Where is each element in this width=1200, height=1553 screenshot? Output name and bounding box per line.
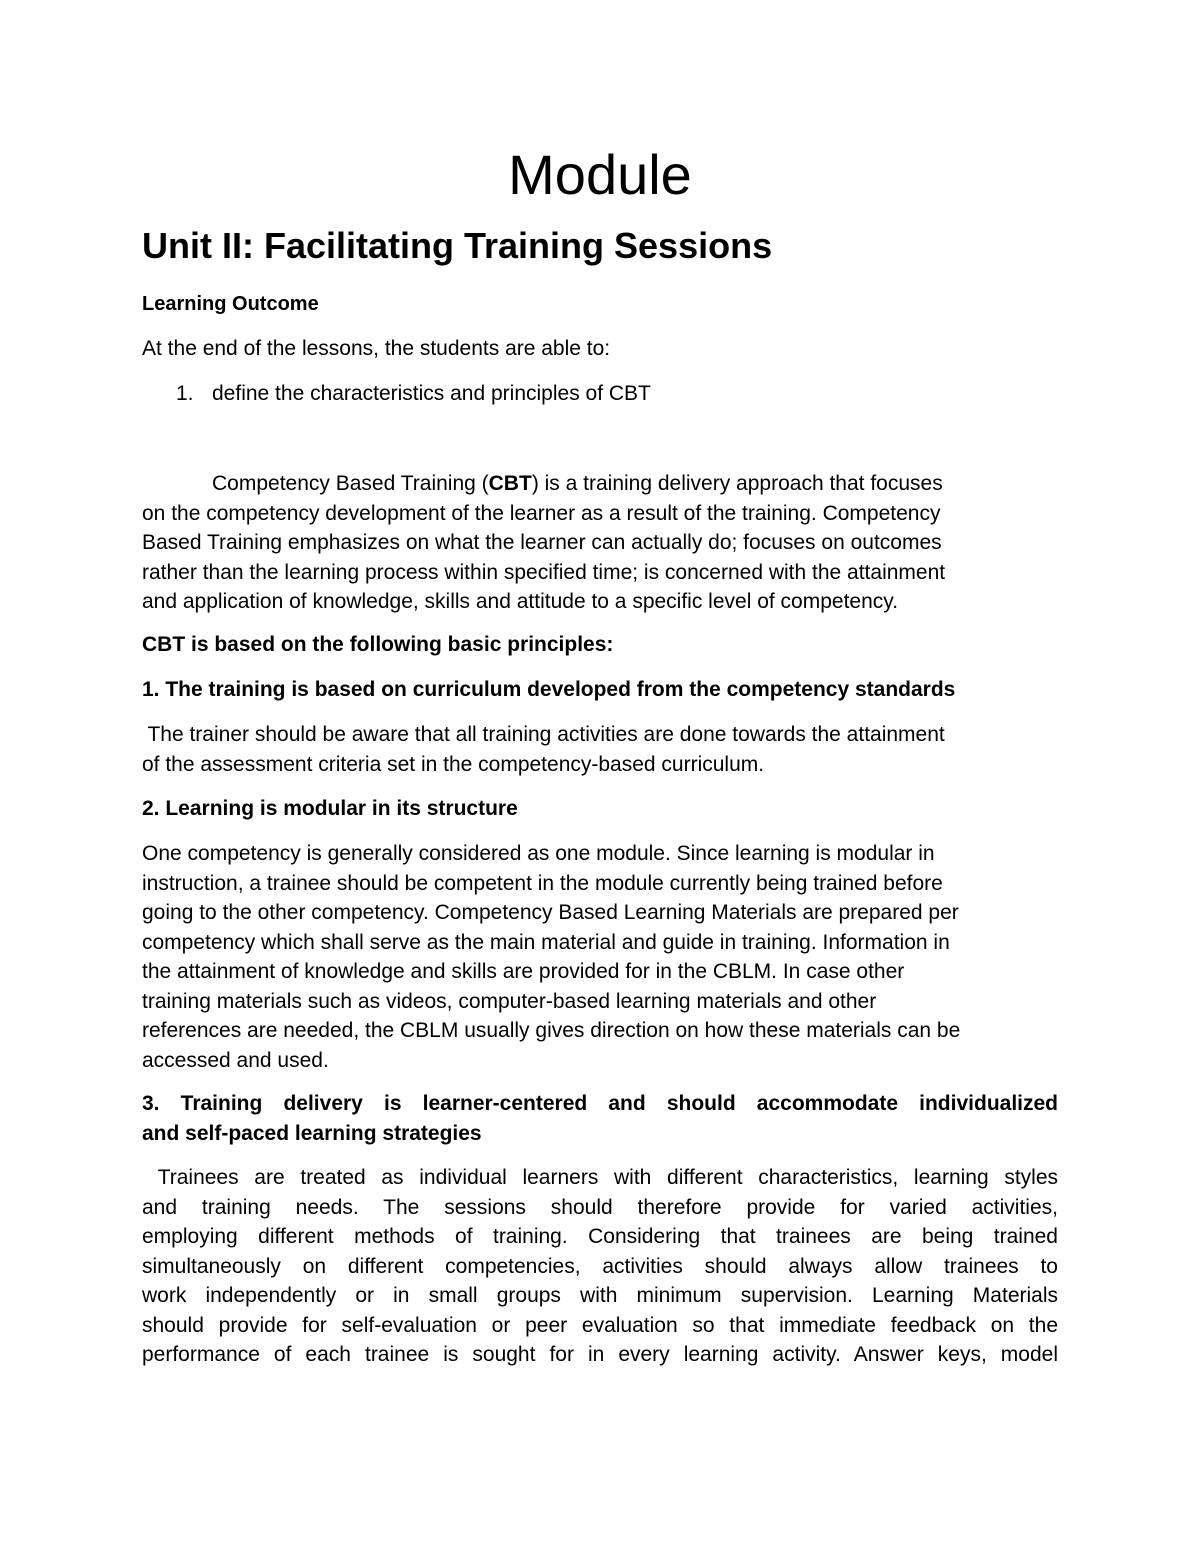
cbt-intro-before: Competency Based Training ( bbox=[212, 472, 489, 495]
learning-outcome-heading: Learning Outcome bbox=[142, 293, 319, 315]
principle-1-paragraph bbox=[142, 720, 1058, 779]
paragraph-line: Trainees are treated as individual learners with different characteristics, learning styles bbox=[142, 1166, 1058, 1189]
paragraph-line: references are needed, the CBLM usually gives direction on how these materials can be bbox=[142, 1019, 961, 1042]
paragraph-line: accessed and used. bbox=[142, 1048, 329, 1072]
cbt-abbrev: CBT bbox=[488, 472, 532, 495]
paragraph-line: One competency is generally considered as one module. Since learning is modular in bbox=[142, 842, 935, 865]
cbt-intro-after: ) is a training delivery approach that focuses bbox=[531, 472, 943, 495]
list-item-text: define the characteristics and principles of CBT bbox=[212, 382, 651, 405]
principle-2-heading: 2. Learning is modular in its structure bbox=[142, 797, 518, 820]
heading-line: 3. Training delivery is learner-centered and should accommodate individualized bbox=[142, 1092, 1058, 1115]
paragraph-line bbox=[142, 469, 1058, 499]
learning-outcome-intro: At the end of the lessons, the students are able to: bbox=[142, 337, 611, 360]
paragraph-line: competency which shall serve as the main material and guide in training. Information in bbox=[142, 930, 950, 954]
cbt-intro-paragraph bbox=[142, 469, 1058, 617]
paragraph-line: and application of knowledge, skills and attitude to a specific level of competency. bbox=[142, 590, 899, 613]
paragraph-line: simultaneously on different competencies, activities should always allow trainees to bbox=[142, 1254, 1058, 1278]
paragraph-line: performance of each trainee is sought for in every learning activity. Answer keys, model bbox=[142, 1343, 1058, 1366]
principle-3-heading bbox=[142, 1089, 1058, 1148]
paragraph-line: and training needs. The sessions should therefore provide for varied activities, bbox=[142, 1195, 1058, 1219]
principle-3-paragraph bbox=[142, 1163, 1058, 1370]
paragraph-line: employing different methods of training. Considering that trainees are being trained bbox=[142, 1225, 1058, 1248]
paragraph-line: work independently or in small groups with minimum supervision. Learning Materials bbox=[142, 1284, 1058, 1307]
paragraph-line: The trainer should be aware that all training activities are done towards the attainment bbox=[142, 723, 945, 746]
paragraph-line: the attainment of knowledge and skills are provided for in the CBLM. In case other bbox=[142, 960, 905, 983]
paragraph-line: instruction, a trainee should be competent in the module currently being trained before bbox=[142, 871, 943, 895]
principle-1-heading: 1. The training is based on curriculum developed from the competency standards bbox=[142, 678, 956, 701]
principles-heading: CBT is based on the following basic principles: bbox=[142, 633, 614, 656]
paragraph-line: on the competency development of the learner as a result of the training. Competency bbox=[142, 501, 941, 525]
document-title: Module bbox=[508, 143, 692, 206]
paragraph-line: going to the other competency. Competency Based Learning Materials are prepared per bbox=[142, 901, 959, 924]
paragraph-line: Based Training emphasizes on what the learner can actually do; focuses on outcomes bbox=[142, 531, 942, 554]
list-item-number: 1. bbox=[176, 382, 194, 405]
paragraph-line: of the assessment criteria set in the competency-based curriculum. bbox=[142, 752, 765, 776]
paragraph-line: training materials such as videos, computer-based learning materials and other bbox=[142, 989, 877, 1013]
principle-2-paragraph bbox=[142, 839, 1058, 1075]
paragraph-line: should provide for self-evaluation or peer evaluation so that immediate feedback on the bbox=[142, 1313, 1058, 1337]
list-item bbox=[142, 380, 651, 408]
heading-line: and self-paced learning strategies bbox=[142, 1121, 482, 1145]
learning-outcome-list bbox=[142, 380, 651, 408]
paragraph-line: rather than the learning process within specified time; is concerned with the attainment bbox=[142, 560, 946, 584]
unit-title: Unit II: Facilitating Training Sessions bbox=[142, 225, 773, 266]
